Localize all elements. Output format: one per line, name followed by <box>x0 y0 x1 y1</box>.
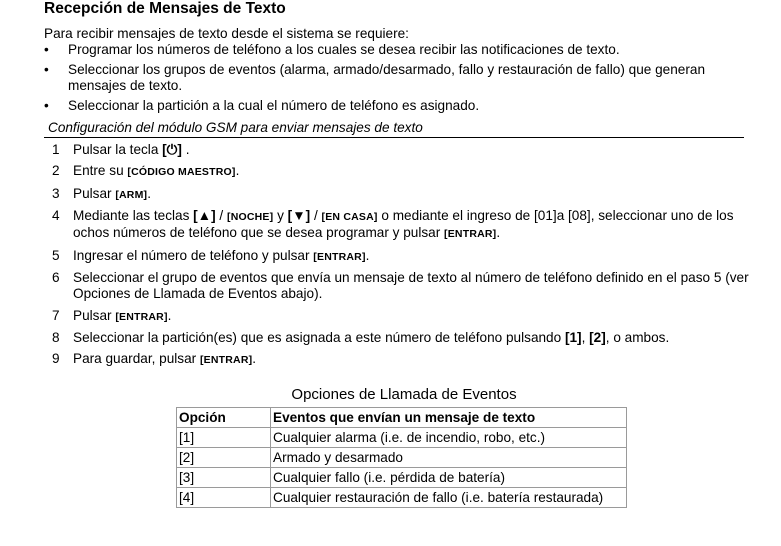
step-number: 8 <box>52 330 60 346</box>
step-text: / <box>310 207 322 223</box>
step-text: o mediante el ingreso de [01]a [08], seleccionar uno de los ochos números de teléfono que se desea programar y pulsar <box>73 207 734 241</box>
step-text: Seleccionar la partición(es) que es asignada a este número de teléfono pulsando <box>73 330 565 346</box>
step-text: Pulsar <box>73 307 116 323</box>
bullet-icon: • <box>44 97 49 113</box>
bullet-icon: • <box>44 61 49 77</box>
step-text: Mediante las teclas <box>73 207 194 223</box>
step-text: , o ambos. <box>605 330 670 346</box>
step-item <box>52 248 764 266</box>
table-row <box>177 428 627 448</box>
table-caption: Opciones de Llamada de Eventos <box>291 386 517 403</box>
list-item-text: Seleccionar los grupos de eventos (alarma, armado/desarmado, fallo y restauración de fallo) que generan mensajes de texto. <box>68 61 706 93</box>
step-text: , <box>581 330 590 346</box>
key-label: [ARM] <box>115 188 148 201</box>
step-text: Para guardar, pulsar <box>73 351 200 367</box>
step-text: Pulsar la tecla <box>73 142 163 157</box>
header-cell-events: Eventos que envían un mensaje de texto <box>271 408 627 428</box>
list-item-text: Programar los números de teléfono a los cuales se desea recibir las notificaciones de texto. <box>68 42 620 57</box>
key-label: [1] <box>564 330 582 346</box>
list-item <box>44 98 764 115</box>
intro-text: Para recibir mensajes de texto desde el sistema se requiere: <box>44 26 409 41</box>
step-item <box>52 163 764 181</box>
power-key-label: [⏻] <box>162 142 182 157</box>
step-text: . <box>147 185 151 201</box>
step-item <box>52 330 764 347</box>
step-text: . <box>181 142 190 157</box>
step-number: 1 <box>52 142 60 157</box>
step-text: Ingresar el número de teléfono y pulsar <box>73 247 314 263</box>
key-label: [2] <box>589 330 606 346</box>
steps-list <box>52 142 764 374</box>
event-options-table <box>176 407 627 508</box>
option-cell: [4] <box>177 488 271 508</box>
key-label: [ENTRAR] <box>444 228 497 241</box>
step-text: Entre su <box>73 163 128 179</box>
option-cell: [2] <box>177 448 271 468</box>
step-number: 3 <box>52 185 60 201</box>
table-row <box>177 448 627 468</box>
event-cell: Cualquier fallo (i.e. pérdida de batería) <box>271 468 627 488</box>
option-cell: [3] <box>177 468 271 488</box>
table-row <box>177 488 627 508</box>
step-number: 4 <box>52 207 60 223</box>
step-text: Pulsar <box>73 185 116 201</box>
event-cell: Armado y desarmado <box>271 448 627 468</box>
key-label: [CÓDIGO MAESTRO] <box>127 166 236 179</box>
key-label: [ENTRAR] <box>313 250 366 263</box>
step-number: 6 <box>52 269 60 285</box>
step-text: y <box>273 207 288 223</box>
key-label: [NOCHE] <box>227 210 274 223</box>
step-text: . <box>167 307 172 323</box>
event-cell: Cualquier restauración de fallo (i.e. batería restaurada) <box>271 488 627 508</box>
list-item <box>44 62 764 95</box>
option-cell: [1] <box>177 428 271 448</box>
step-number: 2 <box>52 163 60 179</box>
header-cell-option: Opción <box>177 408 271 428</box>
step-number: 9 <box>52 351 60 367</box>
event-cell: Cualquier alarma (i.e. de incendio, robo, etc.) <box>271 428 627 448</box>
step-text: . <box>235 163 240 179</box>
table-header-row <box>177 408 627 428</box>
step-text: . <box>365 247 370 263</box>
list-item-text: Seleccionar la partición a la cual el número de teléfono es asignado. <box>68 97 480 113</box>
section-title: Recepción de Mensajes de Texto <box>44 0 286 17</box>
step-item <box>52 142 764 159</box>
requirements-list <box>44 42 764 117</box>
subheading-rule <box>44 119 744 138</box>
key-label: [EN CASA] <box>321 210 378 223</box>
bullet-icon: • <box>44 42 49 57</box>
table-row <box>177 468 627 488</box>
step-number: 7 <box>52 307 60 323</box>
step-item <box>52 208 764 243</box>
step-text: Seleccionar el grupo de eventos que envía un mensaje de texto al número de teléfono definido en el paso 5 (ver Opciones de Llamada de Eventos abajo). <box>73 269 749 302</box>
step-text: / <box>215 207 227 223</box>
step-item <box>52 351 764 369</box>
up-arrow-key-label: [▲] <box>193 207 216 223</box>
down-arrow-key-label: [▼] <box>287 207 311 223</box>
step-text: . <box>252 351 257 367</box>
list-item <box>44 42 764 59</box>
step-number: 5 <box>52 247 60 263</box>
step-item <box>52 186 764 204</box>
key-label: [ENTRAR] <box>115 310 168 323</box>
subheading: Configuración del módulo GSM para enviar mensajes de texto <box>48 120 423 135</box>
key-label: [ENTRAR] <box>199 354 253 367</box>
step-item <box>52 308 764 326</box>
step-text: . <box>496 225 501 241</box>
step-item <box>52 270 764 303</box>
